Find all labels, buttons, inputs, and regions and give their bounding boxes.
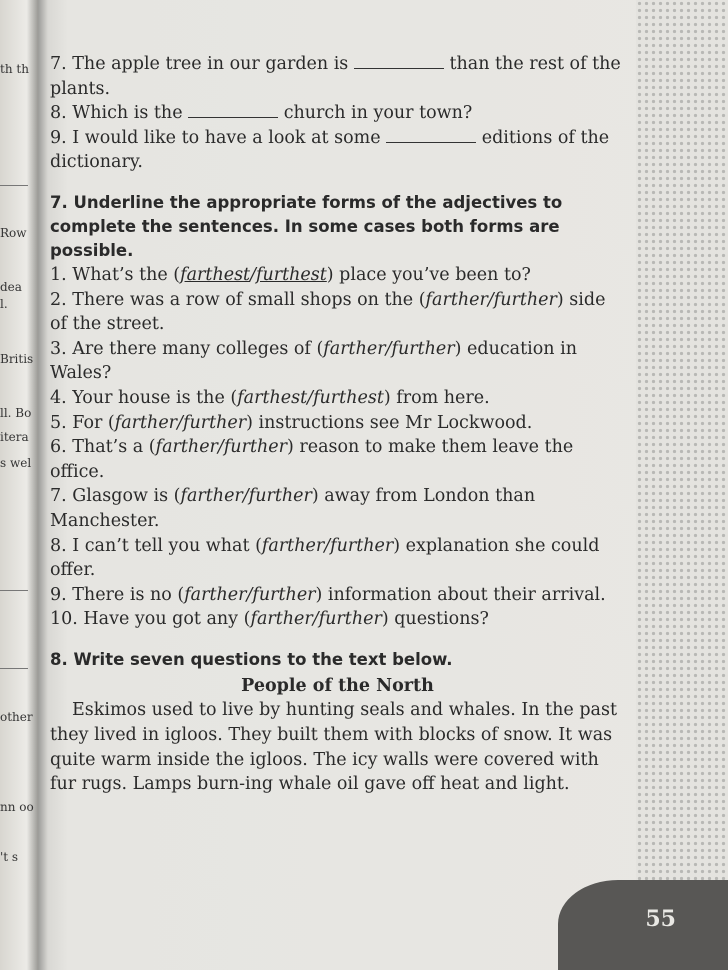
left-fragment: Row xyxy=(0,226,27,240)
ex6-item-text: 9. I would like to have a look at some xyxy=(50,127,381,148)
item-text: 5. For ( xyxy=(50,412,115,433)
item-text: 10. Have you got any ( xyxy=(50,609,251,630)
item-text: 2. There was a row of small shops on the ( xyxy=(50,289,426,310)
option-word[interactable]: further xyxy=(182,412,247,433)
item-text: 3. Are there many colleges of ( xyxy=(50,338,324,359)
left-divider xyxy=(0,668,28,669)
item-text: ) instructions see Mr Lockwood. xyxy=(246,412,533,433)
option-word[interactable]: farther xyxy=(180,486,243,507)
ex6-item xyxy=(50,126,625,175)
item-text: 6. That’s a ( xyxy=(50,437,156,458)
exercise-7-item xyxy=(50,607,625,632)
item-text: ) explanation she could offer. xyxy=(50,535,600,581)
ex6-item-text: 8. Which is the xyxy=(50,103,183,124)
item-text: 9. There is no ( xyxy=(50,584,185,605)
ex6-item-text: editions of the dictionary. xyxy=(50,127,610,173)
item-text: 1. What’s the ( xyxy=(50,264,181,285)
exercise-7-item xyxy=(50,484,625,533)
exercise-7-item xyxy=(50,534,625,583)
left-fragment: th th xyxy=(0,62,29,76)
option-separator: / xyxy=(312,609,319,630)
left-divider xyxy=(0,185,28,186)
item-text: ) away from London than Manchester. xyxy=(50,486,536,531)
option-word[interactable]: farther xyxy=(250,609,313,630)
option-word[interactable]: further xyxy=(318,609,382,630)
answer-blank[interactable] xyxy=(188,103,278,118)
exercise-7-item xyxy=(50,288,625,337)
exercise-7-item xyxy=(50,435,625,484)
option-separator: / xyxy=(324,535,331,556)
item-text: ) place you’ve been to? xyxy=(326,264,531,285)
exercise-7-item xyxy=(50,583,625,608)
option-separator: / xyxy=(307,387,314,408)
exercise-7-list xyxy=(50,263,625,632)
item-text: 8. I can’t tell you what ( xyxy=(50,535,262,556)
item-text: 7. Glasgow is ( xyxy=(50,486,181,507)
option-separator: / xyxy=(217,437,224,458)
answer-blank[interactable] xyxy=(354,54,444,69)
exercise-7-item xyxy=(50,337,625,386)
option-word[interactable]: farthest xyxy=(237,387,308,408)
left-divider xyxy=(0,590,28,591)
left-fragment: Britis xyxy=(0,352,34,366)
exercise-7-item xyxy=(50,263,625,288)
exercise-7-item xyxy=(50,386,625,411)
option-word[interactable]: farthest xyxy=(180,264,251,285)
option-word[interactable]: farther xyxy=(114,412,178,433)
left-fragment: nn oo xyxy=(0,800,34,814)
option-word[interactable]: farther xyxy=(323,338,386,359)
item-text: ) reason to make them leave the office. xyxy=(50,437,574,482)
option-word[interactable]: farther xyxy=(155,437,218,458)
item-text: ) education in Wales? xyxy=(50,338,577,384)
ex6-item-text: 7. The apple tree in our garden is xyxy=(50,54,349,74)
ex6-item-text: church in your town? xyxy=(283,103,473,124)
option-word[interactable]: further xyxy=(248,486,312,507)
option-word[interactable]: further xyxy=(391,338,455,359)
left-fragment: l. xyxy=(0,297,8,311)
exercise-8-title: 8. Write seven questions to the text below. xyxy=(50,649,453,669)
left-fragment: s wel xyxy=(0,456,32,470)
text-title: People of the North xyxy=(241,675,434,696)
left-page-edge xyxy=(0,0,38,970)
option-word[interactable]: farther xyxy=(425,289,488,310)
reading-text: Eskimos used to live by hunting seals and whales. In the past they lived in igloos. They built them with blocks of snow. It was quite warm inside the igloos. The icy walls were covered with fur rugs. Lamps burn-ing whale oil gave off heat and light. xyxy=(50,700,618,795)
option-separator: / xyxy=(177,412,183,433)
ex6-item xyxy=(50,101,625,126)
ex6-item xyxy=(50,52,625,101)
page-content xyxy=(50,52,625,797)
option-separator: / xyxy=(246,584,253,605)
option-word[interactable]: further xyxy=(223,437,287,458)
page-number: 55 xyxy=(645,906,676,932)
left-fragment: 't s xyxy=(0,850,19,864)
option-separator: / xyxy=(250,264,256,285)
item-text: ) information about their arrival. xyxy=(315,584,606,605)
option-word[interactable]: farther xyxy=(261,535,325,556)
dotted-margin xyxy=(636,0,728,970)
option-word[interactable]: further xyxy=(493,289,557,310)
exercise-7-title: 7. Underline the appropriate forms of the adjectives to complete the sentences. In some cases both forms are possible. xyxy=(50,192,563,260)
option-word[interactable]: further xyxy=(252,584,316,605)
left-fragment: ll. Bo xyxy=(0,406,32,420)
left-fragment: other xyxy=(0,710,33,724)
answer-blank[interactable] xyxy=(386,128,476,143)
item-text: 4. Your house is the ( xyxy=(50,387,238,408)
option-word[interactable]: further xyxy=(330,535,394,556)
option-separator: / xyxy=(242,486,249,507)
exercise-7-item xyxy=(50,411,625,436)
option-separator: / xyxy=(487,289,494,310)
option-separator: / xyxy=(385,338,392,359)
book-page xyxy=(38,0,728,970)
left-fragment: dea xyxy=(0,280,22,294)
item-text: ) questions? xyxy=(381,609,489,630)
page-footer-tab xyxy=(558,880,728,970)
left-fragment: itera xyxy=(0,430,29,444)
option-word[interactable]: farther xyxy=(184,584,247,605)
item-text: ) from here. xyxy=(383,387,490,408)
option-word[interactable]: furthest xyxy=(256,264,327,285)
option-word[interactable]: furthest xyxy=(313,387,384,408)
ex6-item-text: than the rest of the plants. xyxy=(50,54,621,99)
item-text: ) side of the street. xyxy=(50,289,606,335)
